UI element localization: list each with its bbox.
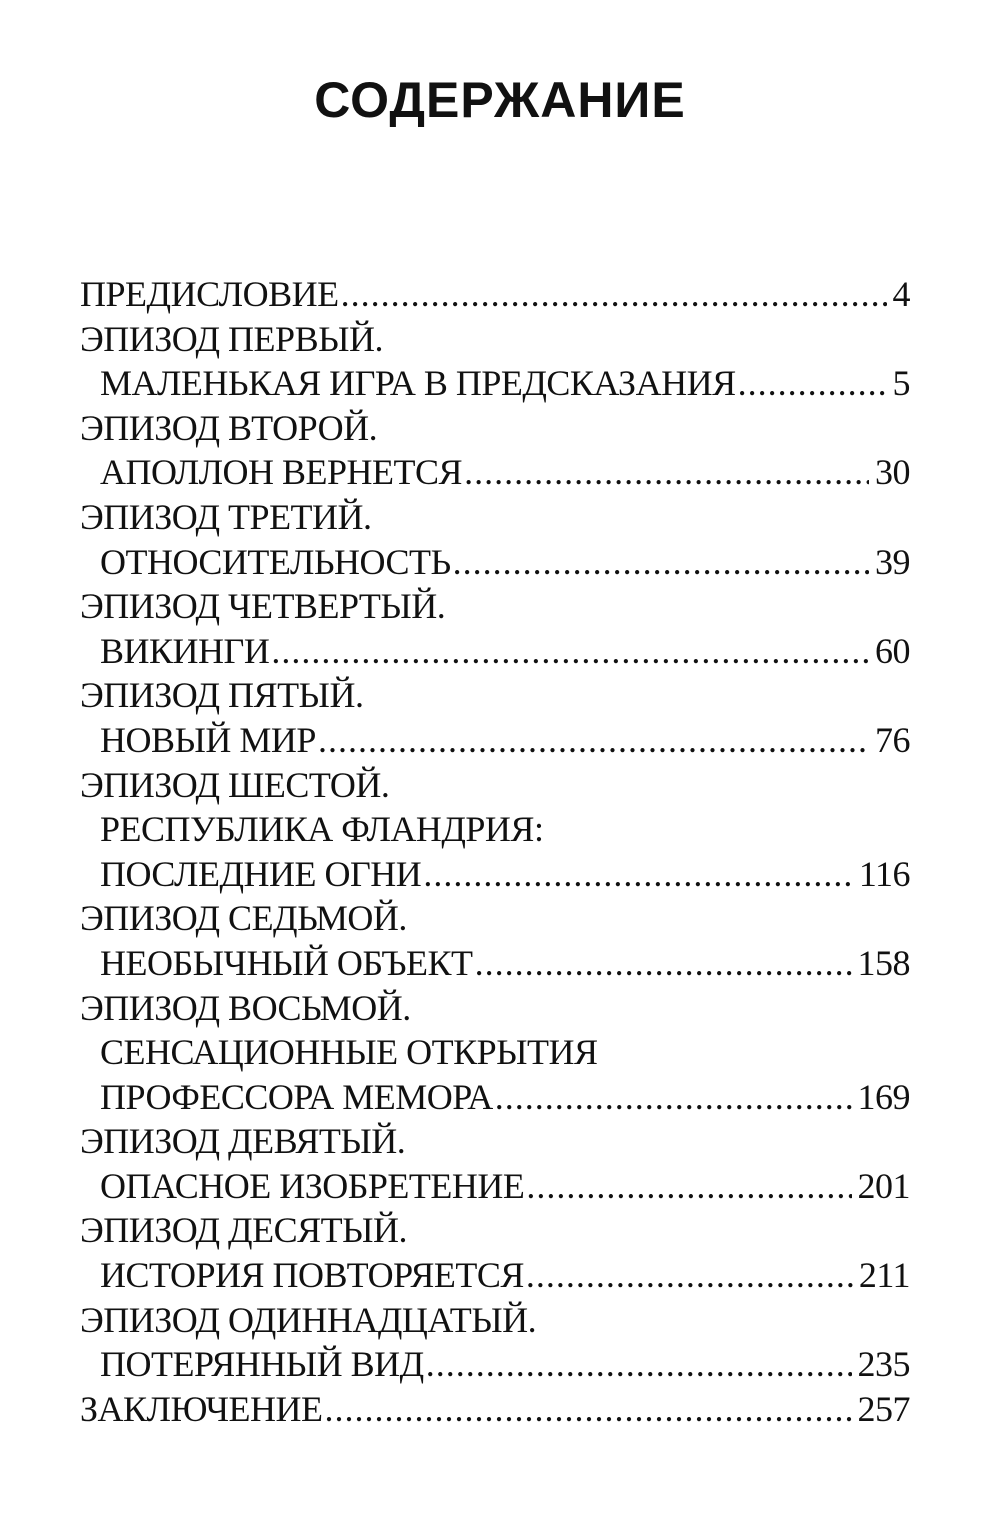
toc-episode-label: ЭПИЗОД ВТОРОЙ. [80,407,378,448]
toc-episode-heading [80,317,910,362]
toc-entry-episode-10[interactable] [80,1253,910,1298]
toc-episode-label: ЭПИЗОД ВОСЬМОЙ. [80,987,411,1028]
toc-episode-heading [80,673,910,718]
toc-page-number: 201 [857,1165,910,1206]
toc-entry-label: ПРЕДИСЛОВИЕ [80,274,339,314]
toc-entry-episode-5[interactable] [80,718,910,763]
toc-page-number: 30 [875,452,910,493]
toc-entry-conclusion[interactable] [80,1387,910,1432]
toc-episode-label: ЭПИЗОД ДЕВЯТЫЙ. [80,1121,406,1162]
toc-entry-label: ПОТЕРЯННЫЙ ВИД [100,1344,424,1385]
toc-entry-label: АПОЛЛОН ВЕРНЕТСЯ [100,452,463,493]
dot-leader [318,718,869,763]
toc-episode-heading [80,1298,910,1343]
dot-leader [464,450,869,495]
toc-entry-label: ВИКИНГИ [100,630,270,671]
toc-entry-episode-7[interactable] [80,941,910,986]
toc-episode-label: ЭПИЗОД ДЕСЯТЫЙ. [80,1210,408,1251]
toc-episode-label: ЭПИЗОД СЕДЬМОЙ. [80,898,407,939]
toc-page-number: 169 [857,1076,910,1117]
toc-page-number: 76 [875,719,910,760]
toc-entry-preface[interactable] [80,272,910,317]
toc-episode-heading [80,763,910,808]
page-title: СОДЕРЖАНИЕ [314,72,686,128]
toc-entry-label: МАЛЕНЬКАЯ ИГРА В ПРЕДСКАЗАНИЯ [100,363,736,404]
toc-episode-heading [80,1208,910,1253]
toc-page-number: 4 [892,274,910,314]
toc-entry-label: ОТНОСИТЕЛЬНОСТЬ [100,541,451,582]
toc-entry-episode-3[interactable] [80,540,910,585]
toc-episode-heading [80,896,910,941]
toc-entry-episode-2[interactable] [80,450,910,495]
toc-episode-label: ЭПИЗОД ЧЕТВЕРТЫЙ. [80,586,446,627]
dot-leader [423,852,853,897]
dot-leader [453,540,869,585]
toc-entry-label: НОВЫЙ МИР [100,719,316,760]
toc-entry-label-continued [80,1030,910,1075]
toc-episode-heading [80,584,910,629]
toc-page-number: 60 [875,630,910,671]
toc-entry-episode-11[interactable] [80,1342,910,1387]
toc-episode-heading [80,1119,910,1164]
toc-entry-label-continued [80,807,910,852]
dot-leader [495,1075,852,1120]
toc-entry-episode-9[interactable] [80,1164,910,1209]
dot-leader [475,941,852,986]
toc-entry-label: ОПАСНОЕ ИЗОБРЕТЕНИЕ [100,1165,525,1206]
toc-entry-label: НЕОБЫЧНЫЙ ОБЪЕКТ [100,942,473,983]
dot-leader [526,1253,853,1298]
toc-entry-episode-8[interactable] [80,1075,910,1120]
toc-episode-label: ЭПИЗОД ПЯТЫЙ. [80,675,364,716]
toc-entry-label-line1: РЕСПУБЛИКА ФЛАНДРИЯ: [100,809,544,850]
toc-page-number: 39 [875,541,910,582]
dot-leader [526,1164,851,1209]
toc-episode-heading [80,406,910,451]
toc-page-number: 257 [857,1388,910,1429]
toc-page-number: 158 [857,942,910,983]
toc-entry-label-line1: СЕНСАЦИОННЫЕ ОТКРЫТИЯ [100,1032,598,1073]
dot-leader [426,1342,852,1387]
toc-entry-label: ПРОФЕССОРА МЕМОРА [100,1076,493,1117]
dot-leader [324,1387,851,1432]
toc-entry-label: ПОСЛЕДНИЕ ОГНИ [100,853,422,894]
toc-page-number: 211 [858,1255,910,1296]
table-of-contents [80,272,910,1431]
toc-episode-heading [80,986,910,1031]
toc-episode-label: ЭПИЗОД ТРЕТИЙ. [80,496,372,537]
toc-entry-label: ИСТОРИЯ ПОВТОРЯЕТСЯ [100,1255,524,1296]
toc-entry-episode-1[interactable] [80,361,910,406]
toc-episode-label: ЭПИЗОД ОДИННАДЦАТЫЙ. [80,1299,537,1340]
toc-entry-label: ЗАКЛЮЧЕНИЕ [80,1388,323,1429]
toc-episode-label: ЭПИЗОД ПЕРВЫЙ. [80,318,383,359]
toc-episode-label: ЭПИЗОД ШЕСТОЙ. [80,764,390,805]
dot-leader [271,629,869,674]
dot-leader [738,361,887,406]
toc-entry-episode-6[interactable] [80,852,910,897]
toc-episode-heading [80,495,910,540]
toc-page-number: 235 [857,1344,910,1385]
toc-page-number: 116 [858,853,910,894]
toc-entry-episode-4[interactable] [80,629,910,674]
toc-page-number: 5 [892,363,910,404]
dot-leader [341,272,887,317]
